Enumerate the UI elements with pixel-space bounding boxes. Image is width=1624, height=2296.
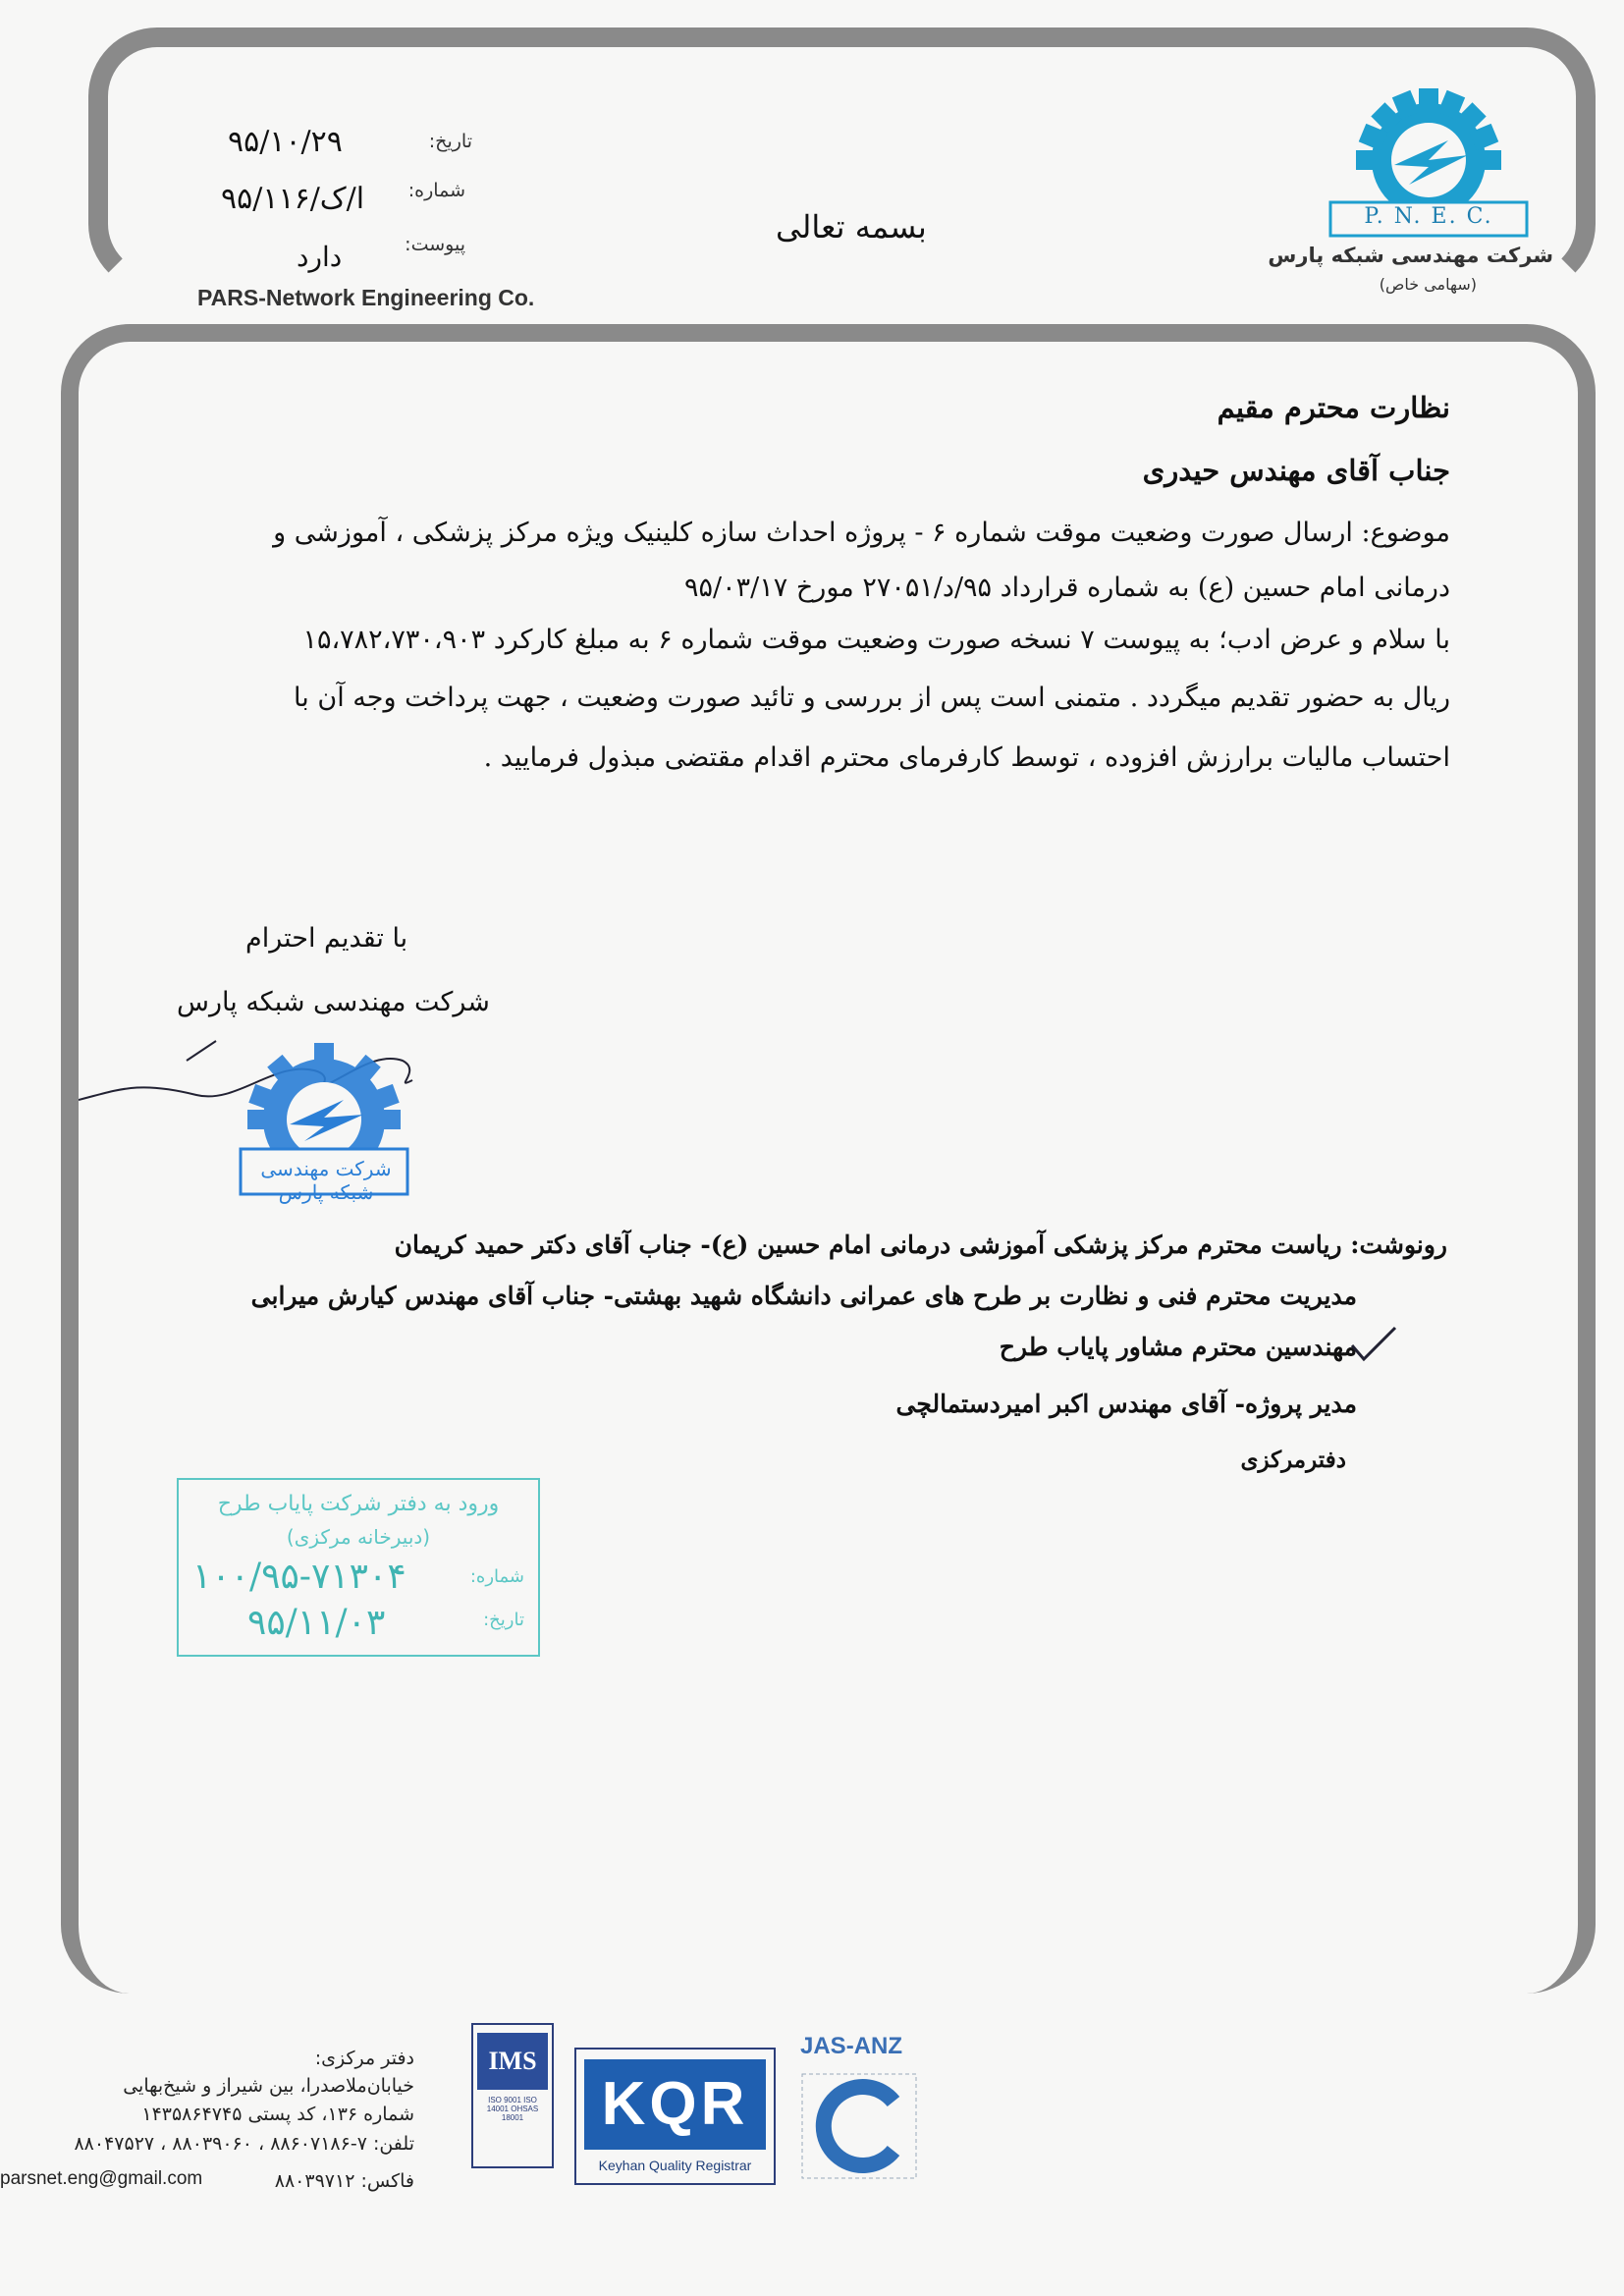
subject-line-1: موضوع: ارسال صورت وضعیت موقت شماره ۶ - پروژه احداث سازه کلینیک ویژه مرکز پزشکی ، آموزشی و	[273, 518, 1450, 548]
receipt-stamp	[177, 1478, 540, 1657]
stamp-subtitle: (دبیرخانه مرکزی)	[286, 1525, 431, 1549]
logo-company-type: (سهامی خاص)	[1379, 275, 1477, 294]
body-line-3: احتساب مالیات برارزش افزوده ، توسط کارفرمای محترم اقدام مقتضی مبذول فرمایید .	[483, 742, 1450, 773]
recipient-line-1: نظارت محترم مقیم	[1217, 391, 1450, 424]
attachment-value: دارد	[297, 241, 343, 273]
recipient-line-2: جناب آقای مهندس حیدری	[1142, 454, 1450, 487]
footer-address-1: خیابان‌ملاصدرا، بین شیراز و شیخ‌بهایی	[123, 2075, 414, 2097]
footer-office-label: دفتر مرکزی:	[314, 2048, 414, 2069]
company-name-english: PARS-Network Engineering Co.	[191, 285, 540, 311]
stamp-number-label: شماره:	[469, 1566, 524, 1587]
subject-line-2: درمانی امام حسین (ع) به شماره قرارداد ۹۵/د/۲۷۰۵۱ مورخ ۹۵/۰۳/۱۷	[684, 573, 1450, 603]
ims-cert-logo	[471, 2023, 554, 2168]
kqr-name: Keyhan Quality Registrar	[598, 2158, 752, 2173]
cc-line-5: دفترمرکزی	[1240, 1447, 1346, 1473]
stamp-date-label: تاریخ:	[483, 1610, 524, 1630]
date-value: ۹۵/۱۰/۲۹	[228, 125, 343, 159]
kqr-label: KQR	[584, 2059, 766, 2150]
stamp-number-value: ۱۰۰/۹۵-۷۱۳۰۴	[192, 1557, 406, 1597]
footer-fax: فاکس: ۸۸۰۳۹۷۱۲	[274, 2170, 414, 2192]
seal-text: شرکت مهندسی شبکه پارس	[260, 1157, 392, 1204]
logo-letters: P. N. E. C.	[1364, 204, 1493, 229]
footer-address-2: شماره ۱۳۶، کد پستی ۱۴۳۵۸۶۴۷۴۵	[141, 2104, 414, 2125]
bismillah: بسمه تعالی	[776, 208, 927, 246]
body-line-2: ریال به حضور تقدیم میگردد . متمنی است پس از بررسی و تائید صورت وضعیت ، جهت پرداخت وجه آن با	[294, 683, 1450, 713]
checkmark-icon	[1350, 1326, 1399, 1365]
footer-phone: تلفن: ۷-۸۸۶۰۷۱۸۶ ، ۸۸۰۳۹۰۶۰ ، ۸۸۰۴۷۵۲۷	[74, 2133, 414, 2155]
footer-email: parsnet.eng@gmail.com	[0, 2168, 203, 2189]
number-value: ۹۵/ا/ک/۱۱۶	[221, 182, 365, 216]
jas-anz-label: JAS-ANZ	[800, 2033, 903, 2059]
body-line-1: با سلام و عرض ادب؛ به پیوست ۷ نسخه صورت وضعیت موقت شماره ۶ به مبلغ کارکرد ۱۵،۷۸۲،۷۳۰،۹۰۳	[302, 625, 1450, 655]
ims-standards: ISO 9001 ISO 14001 OHSAS 18001	[486, 2096, 539, 2122]
logo-company-name: شرکت مهندسی شبکه پارس	[1268, 244, 1553, 267]
number-label: شماره:	[407, 180, 465, 201]
attachment-label: پیوست:	[405, 234, 465, 255]
cc-line-3: مهندسین محترم مشاور پایاب طرح	[999, 1333, 1357, 1361]
stamp-date-value: ۹۵/۱۱/۰۳	[247, 1603, 386, 1643]
kqr-cert-logo	[574, 2048, 776, 2185]
signer-company: شرکت مهندسی شبکه پارس	[177, 987, 490, 1017]
ims-label: IMS	[477, 2033, 548, 2090]
stamp-title: ورود به دفتر شرکت پایاب طرح	[217, 1492, 500, 1516]
date-label: تاریخ:	[428, 131, 472, 152]
cc-line-4: مدیر پروژه- آقای مهندس اکبر امیردستمالچی	[895, 1390, 1357, 1418]
jas-anz-logo-icon	[800, 2072, 918, 2180]
cc-line-2: مدیریت محترم فنی و نظارت بر طرح های عمرانی دانشگاه شهید بهشتی- جناب آقای مهندس کیارش میرابی	[250, 1282, 1357, 1310]
closing: با تقدیم احترام	[245, 923, 408, 954]
cc-line-1: رونوشت: ریاست محترم مرکز پزشکی آموزشی درمانی امام حسین (ع)- جناب آقای دکتر حمید کریمان	[394, 1230, 1447, 1259]
